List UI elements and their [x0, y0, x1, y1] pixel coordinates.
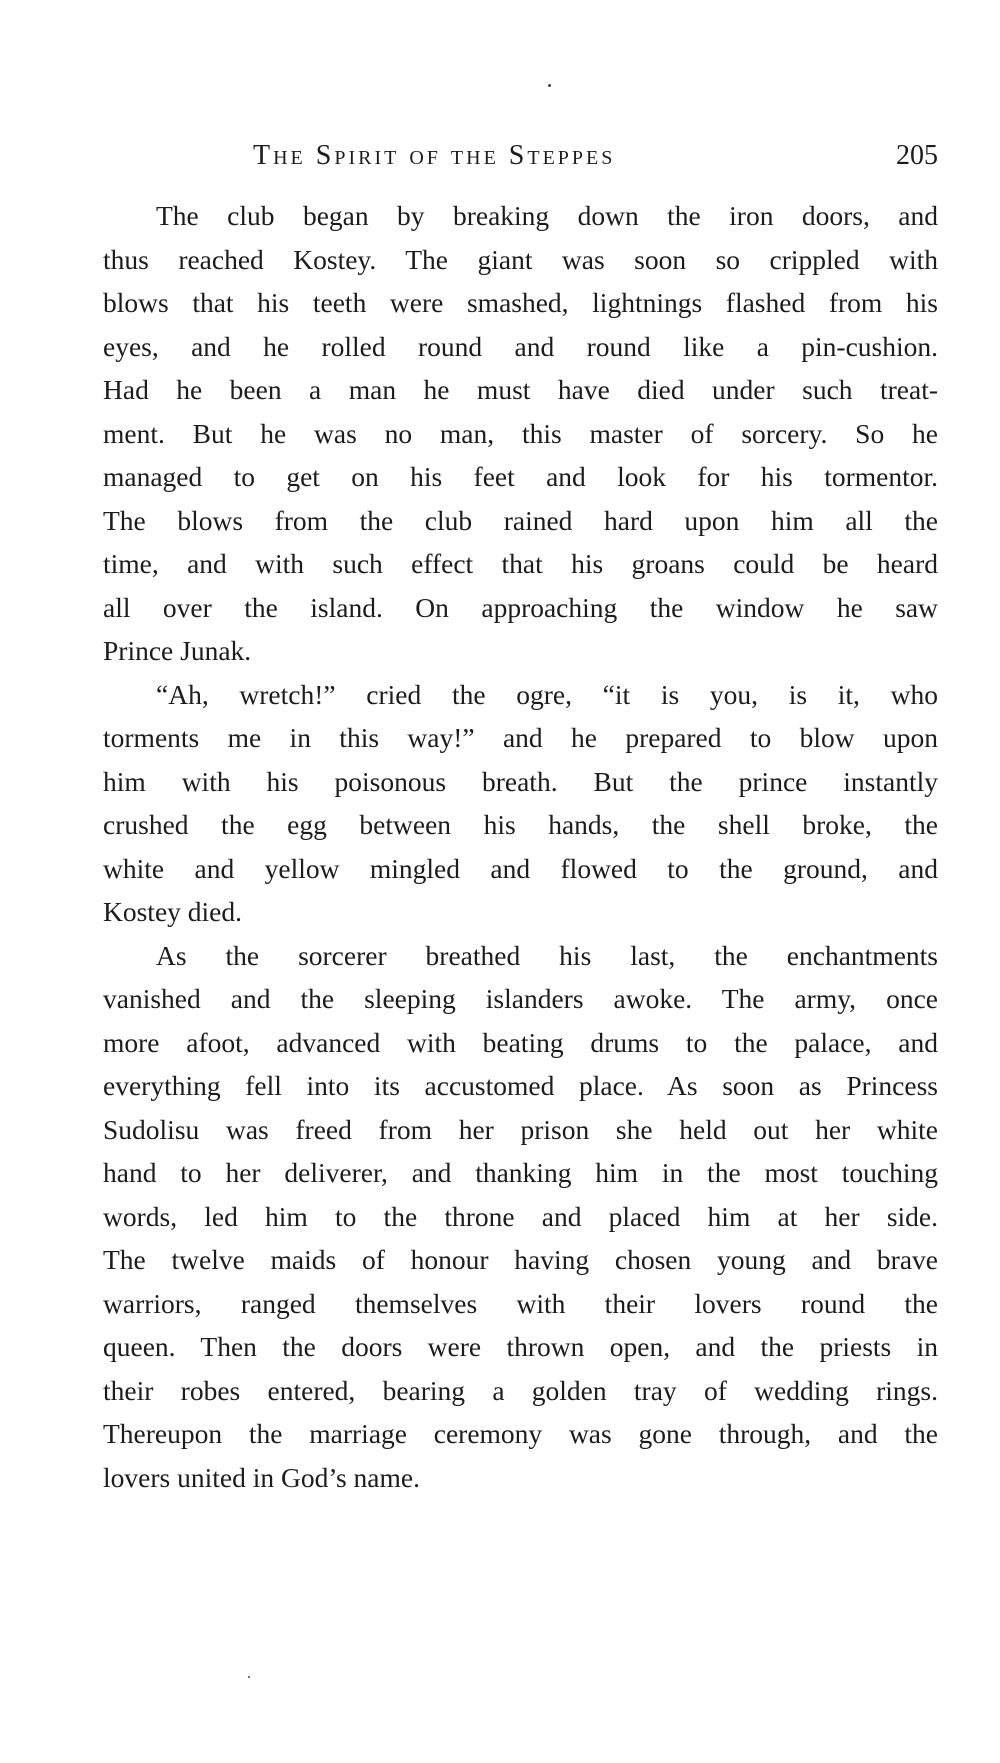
text-line: Kostey died. — [103, 896, 243, 927]
running-head — [103, 140, 938, 180]
text-line: The twelve maids of honour having chosen young and brave — [103, 1244, 938, 1275]
text-line: their robes entered, bearing a golden tray of wedding rings. — [103, 1374, 938, 1406]
text-line: time, and with such effect that his groans could be heard — [103, 548, 938, 579]
running-head-title: The Spirit of the Steppes — [253, 140, 616, 171]
text-line: Thereupon the marriage ceremony was gone through, and the — [103, 1418, 938, 1449]
text-line: everything fell into its accustomed place. As soon as Princess — [103, 1070, 938, 1101]
text-line: Had he been a man he must have died under such treat- — [103, 374, 938, 405]
text-line: eyes, and he rolled round and round like a pin-cushion. — [103, 330, 938, 362]
text-line: managed to get on his feet and look for his tormentor. — [103, 461, 938, 492]
text-line: all over the island. On approaching the window he saw — [103, 591, 938, 623]
body-text — [103, 194, 938, 1499]
text-line: lovers united in God’s name. — [103, 1461, 420, 1493]
text-line: blows that his teeth were smashed, lightnings flashed from his — [103, 287, 938, 318]
text-line: Sudolisu was freed from her prison she held out her white — [103, 1113, 938, 1145]
text-line: hand to her deliverer, and thanking him in the most touching — [103, 1157, 938, 1188]
text-line: The blows from the club rained hard upon him all the — [103, 504, 938, 536]
text-line: words, led him to the throne and placed him at her side. — [103, 1200, 938, 1232]
text-line: thus reached Kostey. The giant was soon so crippled with — [103, 243, 938, 275]
text-line: warriors, ranged themselves with their lovers round the — [103, 1287, 938, 1319]
paragraph-1 — [103, 194, 938, 673]
paragraph-2 — [103, 673, 938, 934]
print-speck — [548, 84, 551, 87]
text-line: more afoot, advanced with beating drums to the palace, and — [103, 1026, 938, 1058]
text-line: The club began by breaking down the iron doors, and — [156, 200, 938, 231]
text-line: queen. Then the doors were thrown open, and the priests in — [103, 1331, 938, 1362]
page-number: 205 — [896, 140, 938, 171]
text-line: As the sorcerer breathed his last, the enchantments — [156, 939, 938, 971]
text-line: Prince Junak. — [103, 635, 252, 666]
text-line: “Ah, wretch!” cried the ogre, “it is you, is it, who — [156, 678, 938, 710]
print-speck — [248, 1676, 250, 1678]
text-line: vanished and the sleeping islanders awoke. The army, once — [103, 983, 938, 1014]
paragraph-3 — [103, 934, 938, 1500]
text-line: torments me in this way!” and he prepared to blow upon — [103, 722, 938, 753]
text-line: crushed the egg between his hands, the shell broke, the — [103, 809, 938, 840]
text-line: ment. But he was no man, this master of sorcery. So he — [103, 417, 938, 449]
text-line: white and yellow mingled and flowed to the ground, and — [103, 852, 938, 884]
text-line: him with his poisonous breath. But the prince instantly — [103, 765, 938, 797]
